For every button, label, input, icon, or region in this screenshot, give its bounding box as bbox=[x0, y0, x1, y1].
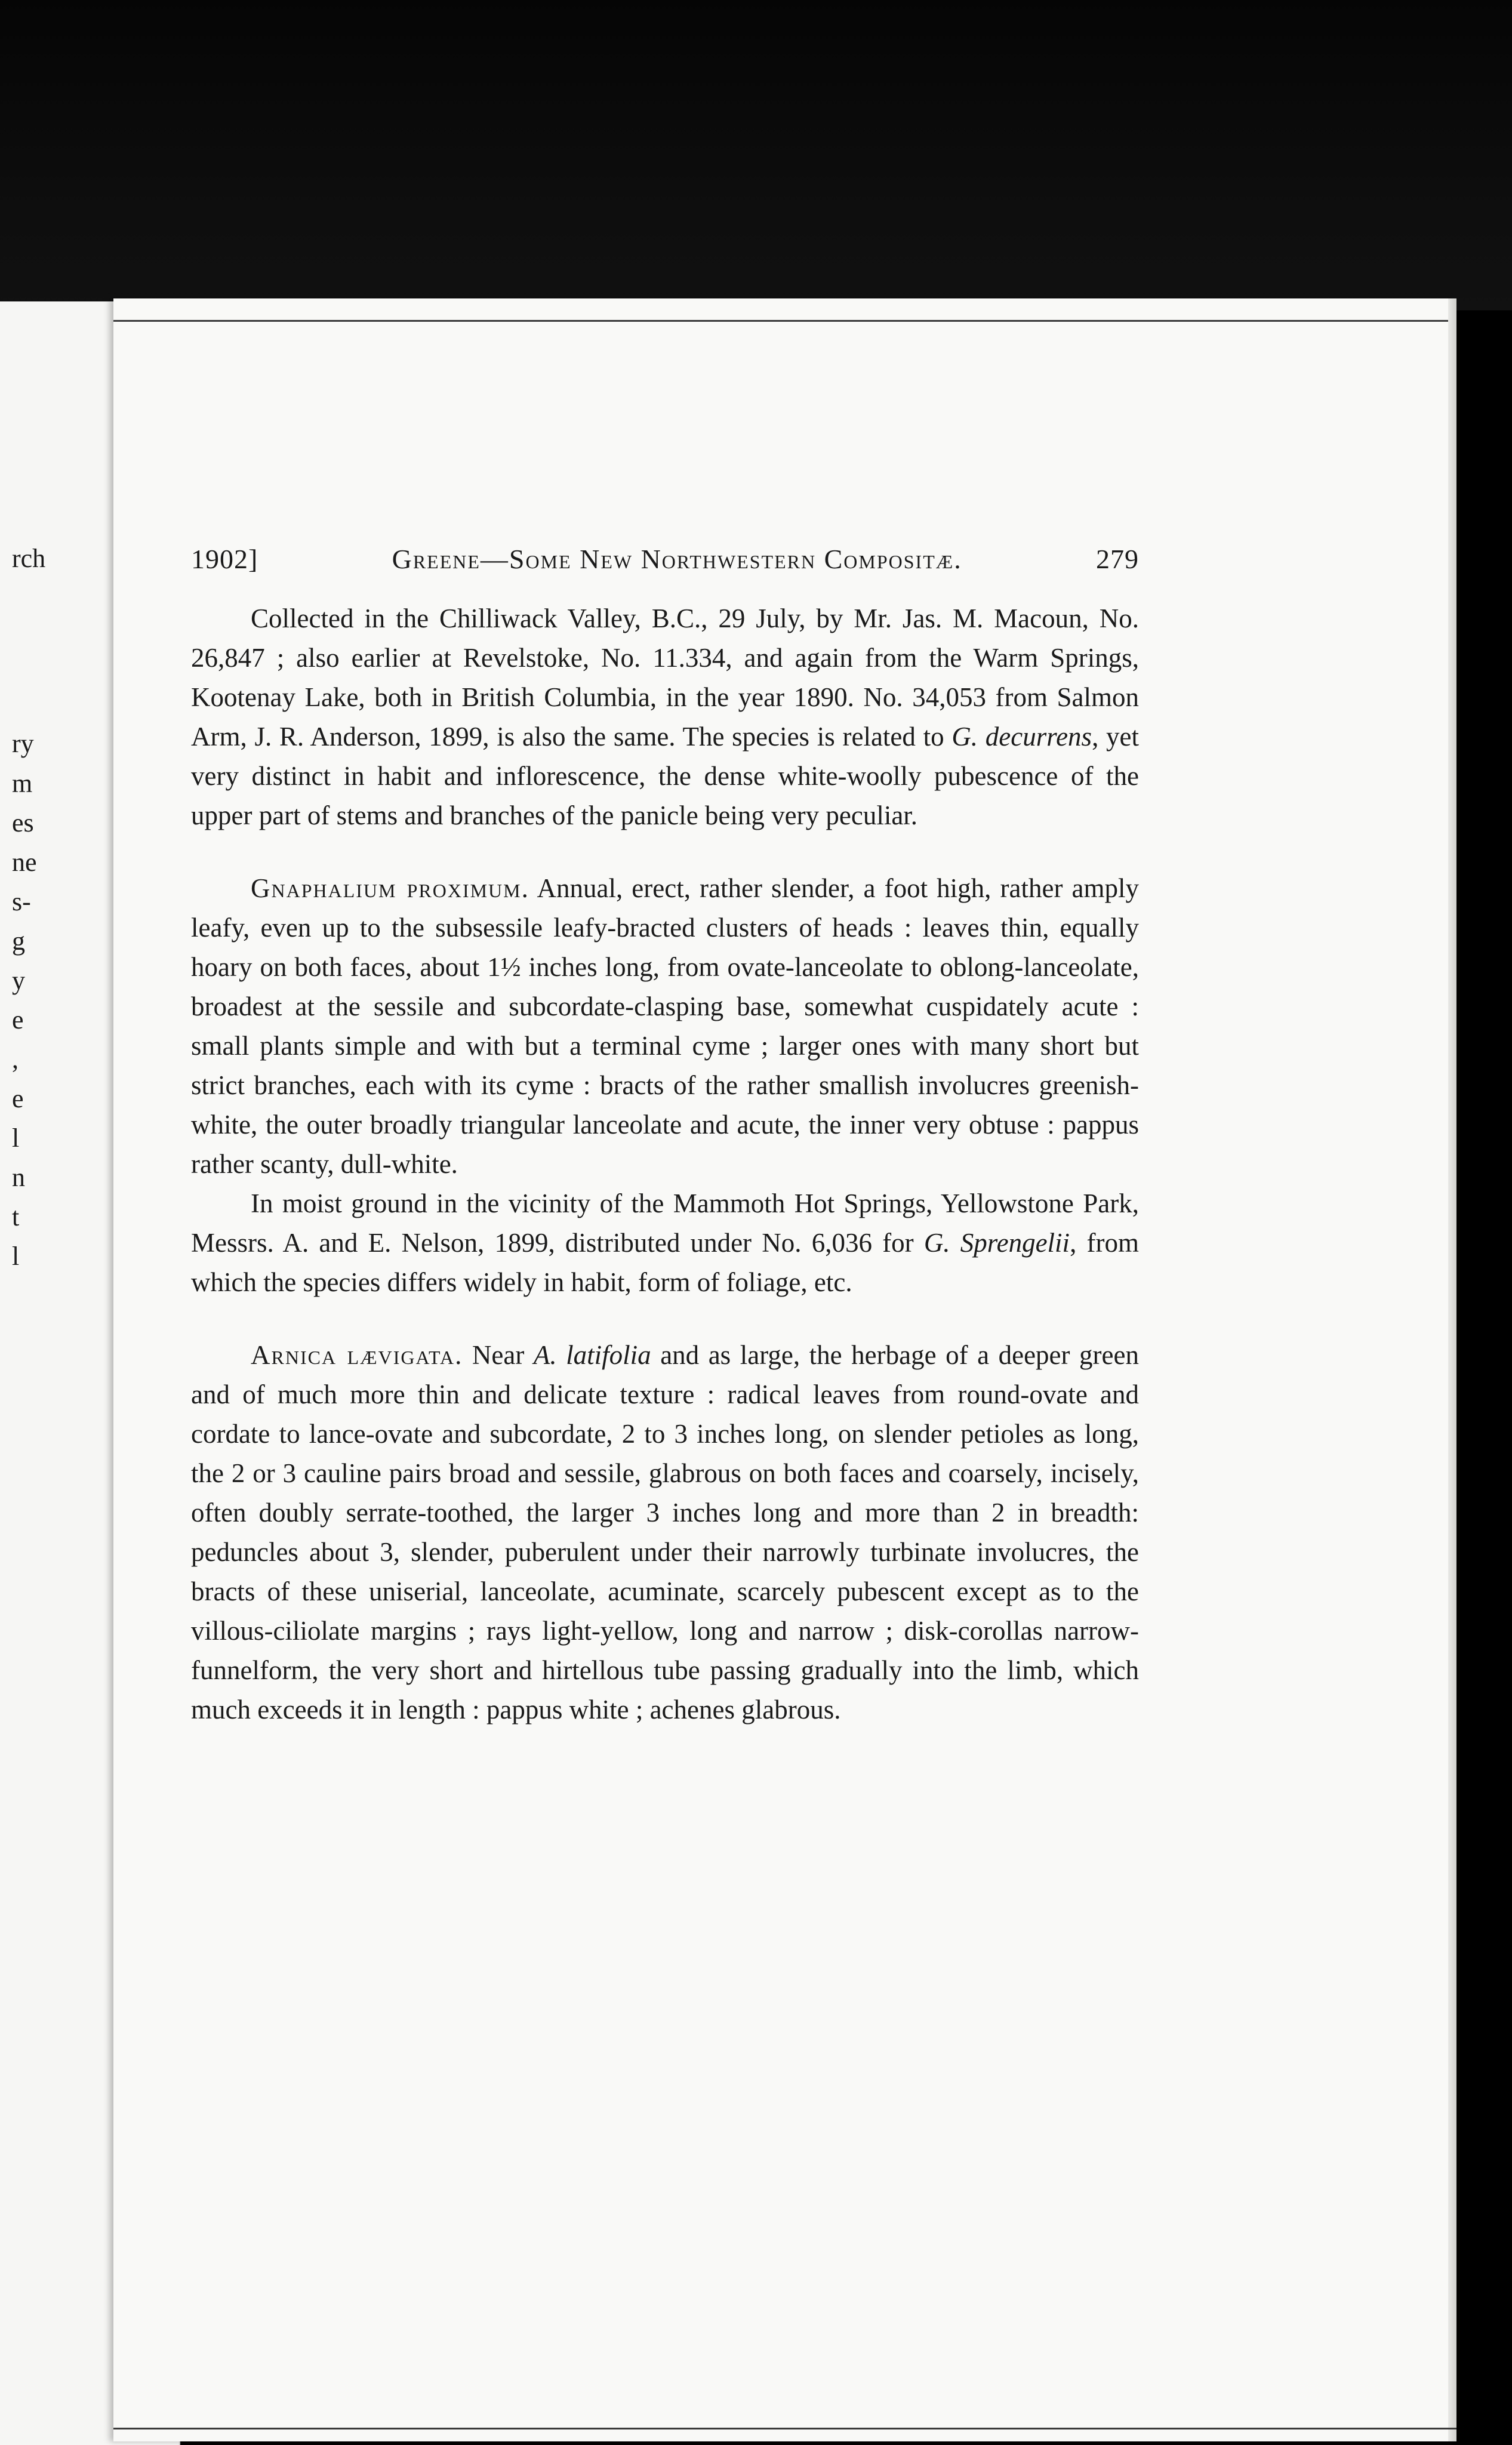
previous-page-fragment: t bbox=[12, 1202, 20, 1231]
paragraph-text: , yet very distinct in habit and inflorescence, the dense white-woolly pubescence of the upper part of stems and branches of the panicle being very peculiar. bbox=[191, 722, 1139, 830]
dark-background bbox=[0, 0, 1512, 310]
previous-page-fragment: l bbox=[12, 1242, 20, 1271]
paragraph-text: , from which the species differs widely in habit, form of foliage, etc. bbox=[191, 1228, 1139, 1297]
paragraph-gnaphalium-proximum bbox=[191, 869, 1139, 1184]
page-number: 279 bbox=[1095, 544, 1139, 574]
previous-page-fragment: ne bbox=[12, 848, 37, 877]
paragraph-arnica-laevigata bbox=[191, 1335, 1139, 1729]
previous-page-fragment: n bbox=[12, 1163, 25, 1192]
page-edge bbox=[1448, 298, 1456, 2441]
taxon-name: A. latifolia bbox=[533, 1340, 651, 1370]
header-year: 1902] bbox=[191, 544, 258, 574]
previous-page-fragment: rch bbox=[12, 544, 46, 573]
paragraph-text: Collected in the Chilliwack Valley, B.C., 29 July, by Mr. Jas. M. Macoun, No. 26,847 ; also earlier at Revelstoke, No. 11.334, and again from the Warm Springs, Kootenay Lake, both in British Columbia, in the year 1890. No. 34,053 from Salmon Arm, J. R. Anderson, 1899, is also the same. The species is related to bbox=[191, 603, 1139, 752]
taxon-name: G. Sprengelii bbox=[923, 1228, 1070, 1258]
bottom-rule bbox=[113, 2428, 1456, 2429]
previous-page-fragment: ry bbox=[12, 729, 34, 758]
previous-page-fragment: l bbox=[12, 1123, 20, 1153]
paragraph-text: and as large, the herbage of a deeper green and of much more thin and delicate texture : radical leaves from round-ovate and cordate to lance-ovate and subcordate, 2 to 3 inches long, on slender petioles as long, the 2 or 3 cauline pairs broad and sessile, glabrous on both faces and coarsely, incisely, often doubly serrate-toothed, the larger 3 inches long and more than 2 in breadth: peduncles about 3, slender, puberulent under their narrowly turbinate involucres, the bracts of these uniserial, lanceolate, acuminate, scarcely pubescent except as to the villous-ciliolate margins ; rays light-yellow, long and narrow ; disk-corollas narrow-funnelform, the very short and hirtellous tube passing gradually into the limb, which much exceeds it in length : pappus white ; achenes glabrous. bbox=[191, 1340, 1139, 1725]
paragraph-text: Near bbox=[463, 1340, 534, 1370]
species-heading: Arnica lævigata. bbox=[251, 1340, 463, 1370]
paragraph-text: Annual, erect, rather slender, a foot high, rather amply leafy, even up to the subsessile leafy-bracted clusters of heads : leaves thin, equally hoary on both faces, about 1½ inches long, from ovate-lanceolate to oblong-lanceolate, broadest at the sessile and subcordate-clasping base, somewhat cuspidately acute : small plants simple and with but a terminal cyme ; larger ones with many short but strict branches, each with its cyme : bracts of the rather smallish involucres greenish-white, the outer broadly triangular lanceolate and acute, the inner very obtuse : pappus rather scanty, dull-white. bbox=[191, 873, 1139, 1179]
running-header bbox=[191, 543, 1139, 575]
book-page bbox=[113, 298, 1456, 2441]
previous-page-fragment: e bbox=[12, 1005, 24, 1034]
paragraph-mammoth-hot-springs bbox=[191, 1184, 1139, 1302]
previous-page-fragment: m bbox=[12, 769, 33, 798]
previous-page-fragment: , bbox=[12, 1045, 19, 1074]
top-rule bbox=[113, 320, 1456, 322]
page-content bbox=[191, 543, 1139, 1729]
paragraph-text: In moist ground in the vicinity of the Mammoth Hot Springs, Yellowstone Park, Messrs. A. and E. Nelson, 1899, distributed under No. 6,036 for bbox=[191, 1188, 1139, 1258]
previous-page-fragment: s- bbox=[12, 887, 31, 916]
taxon-name: G. decurrens bbox=[951, 722, 1092, 752]
previous-page-fragment: es bbox=[12, 808, 34, 837]
paragraph-collected-chilliwack bbox=[191, 599, 1139, 835]
species-heading: Gnaphalium proximum. bbox=[251, 873, 529, 903]
header-title: Greene—Some New Northwestern Compositæ. bbox=[392, 544, 962, 574]
previous-page-fragment: e bbox=[12, 1084, 24, 1113]
previous-page-fragment: g bbox=[12, 926, 25, 956]
previous-page-fragment: y bbox=[12, 966, 25, 995]
